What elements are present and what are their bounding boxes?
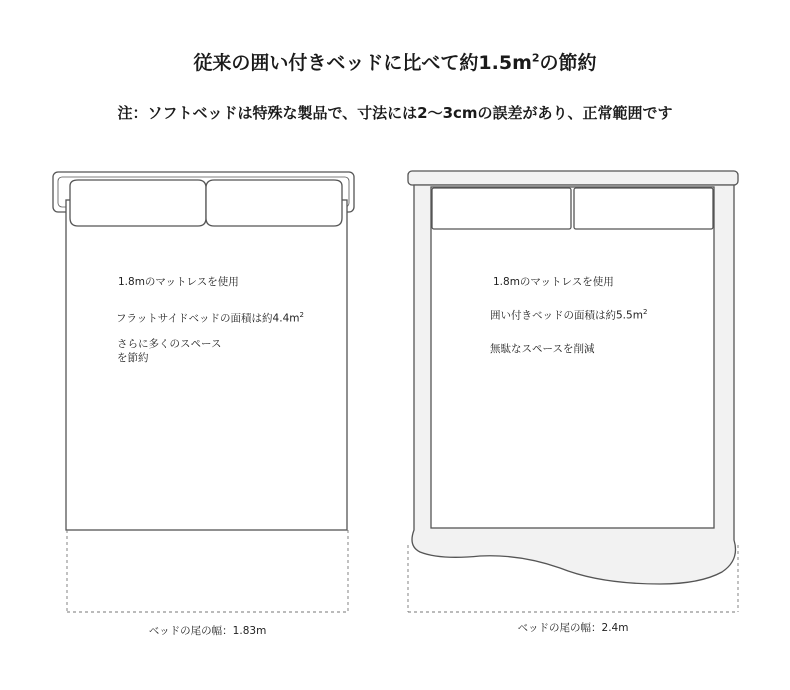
enclosed-bed-pillow-right (574, 188, 713, 229)
flat-bed-area-superscript: 2 (299, 311, 304, 319)
enclosed-bed-mattress (431, 187, 714, 528)
enclosed-bed-width-caption: ベッドの尾の幅：2.4m (517, 622, 629, 634)
flat-bed-area-label (116, 308, 304, 326)
flat-bed-space-label-line2: を節約 (117, 352, 149, 364)
flat-bed-space-label-line1: さらに多くのスペース (117, 338, 222, 350)
size-note: 注：ソフトベッドは特殊な製品で、寸法には2〜3cmの誤差があり、正常範囲です (117, 104, 673, 122)
enclosed-bed-mattress-label: 1.8mのマットレスを使用 (493, 276, 614, 288)
enclosed-bed (408, 171, 738, 612)
enclosed-bed-pillow-left (432, 188, 571, 229)
enclosed-bed-headboard (408, 171, 738, 185)
enclosed-bed-waste-label: 無駄なスペースを削減 (490, 343, 595, 355)
flat-bed (53, 172, 354, 612)
flat-bed-mattress-label: 1.8mのマットレスを使用 (118, 276, 239, 288)
title-superscript: 2 (531, 51, 540, 65)
flat-bed-width-caption: ベッドの尾の幅：1.83m (148, 625, 267, 637)
flat-bed-pillow-right (206, 180, 342, 226)
title-suffix: の節約 (539, 52, 597, 74)
enclosed-bed-area-label (490, 305, 647, 323)
flat-bed-footprint (67, 530, 348, 612)
flat-bed-area-text: フラットサイドベッドの面積は約4.4m (116, 312, 300, 325)
flat-bed-pillow-left (70, 180, 206, 226)
title-text: 従来の囲い付きベッドに比べて約1.5m (193, 52, 532, 74)
flat-bed-frame (66, 200, 347, 530)
enclosed-bed-area-text: 囲い付きベッドの面積は約5.5m (490, 309, 643, 322)
enclosed-bed-area-superscript: 2 (642, 308, 648, 316)
